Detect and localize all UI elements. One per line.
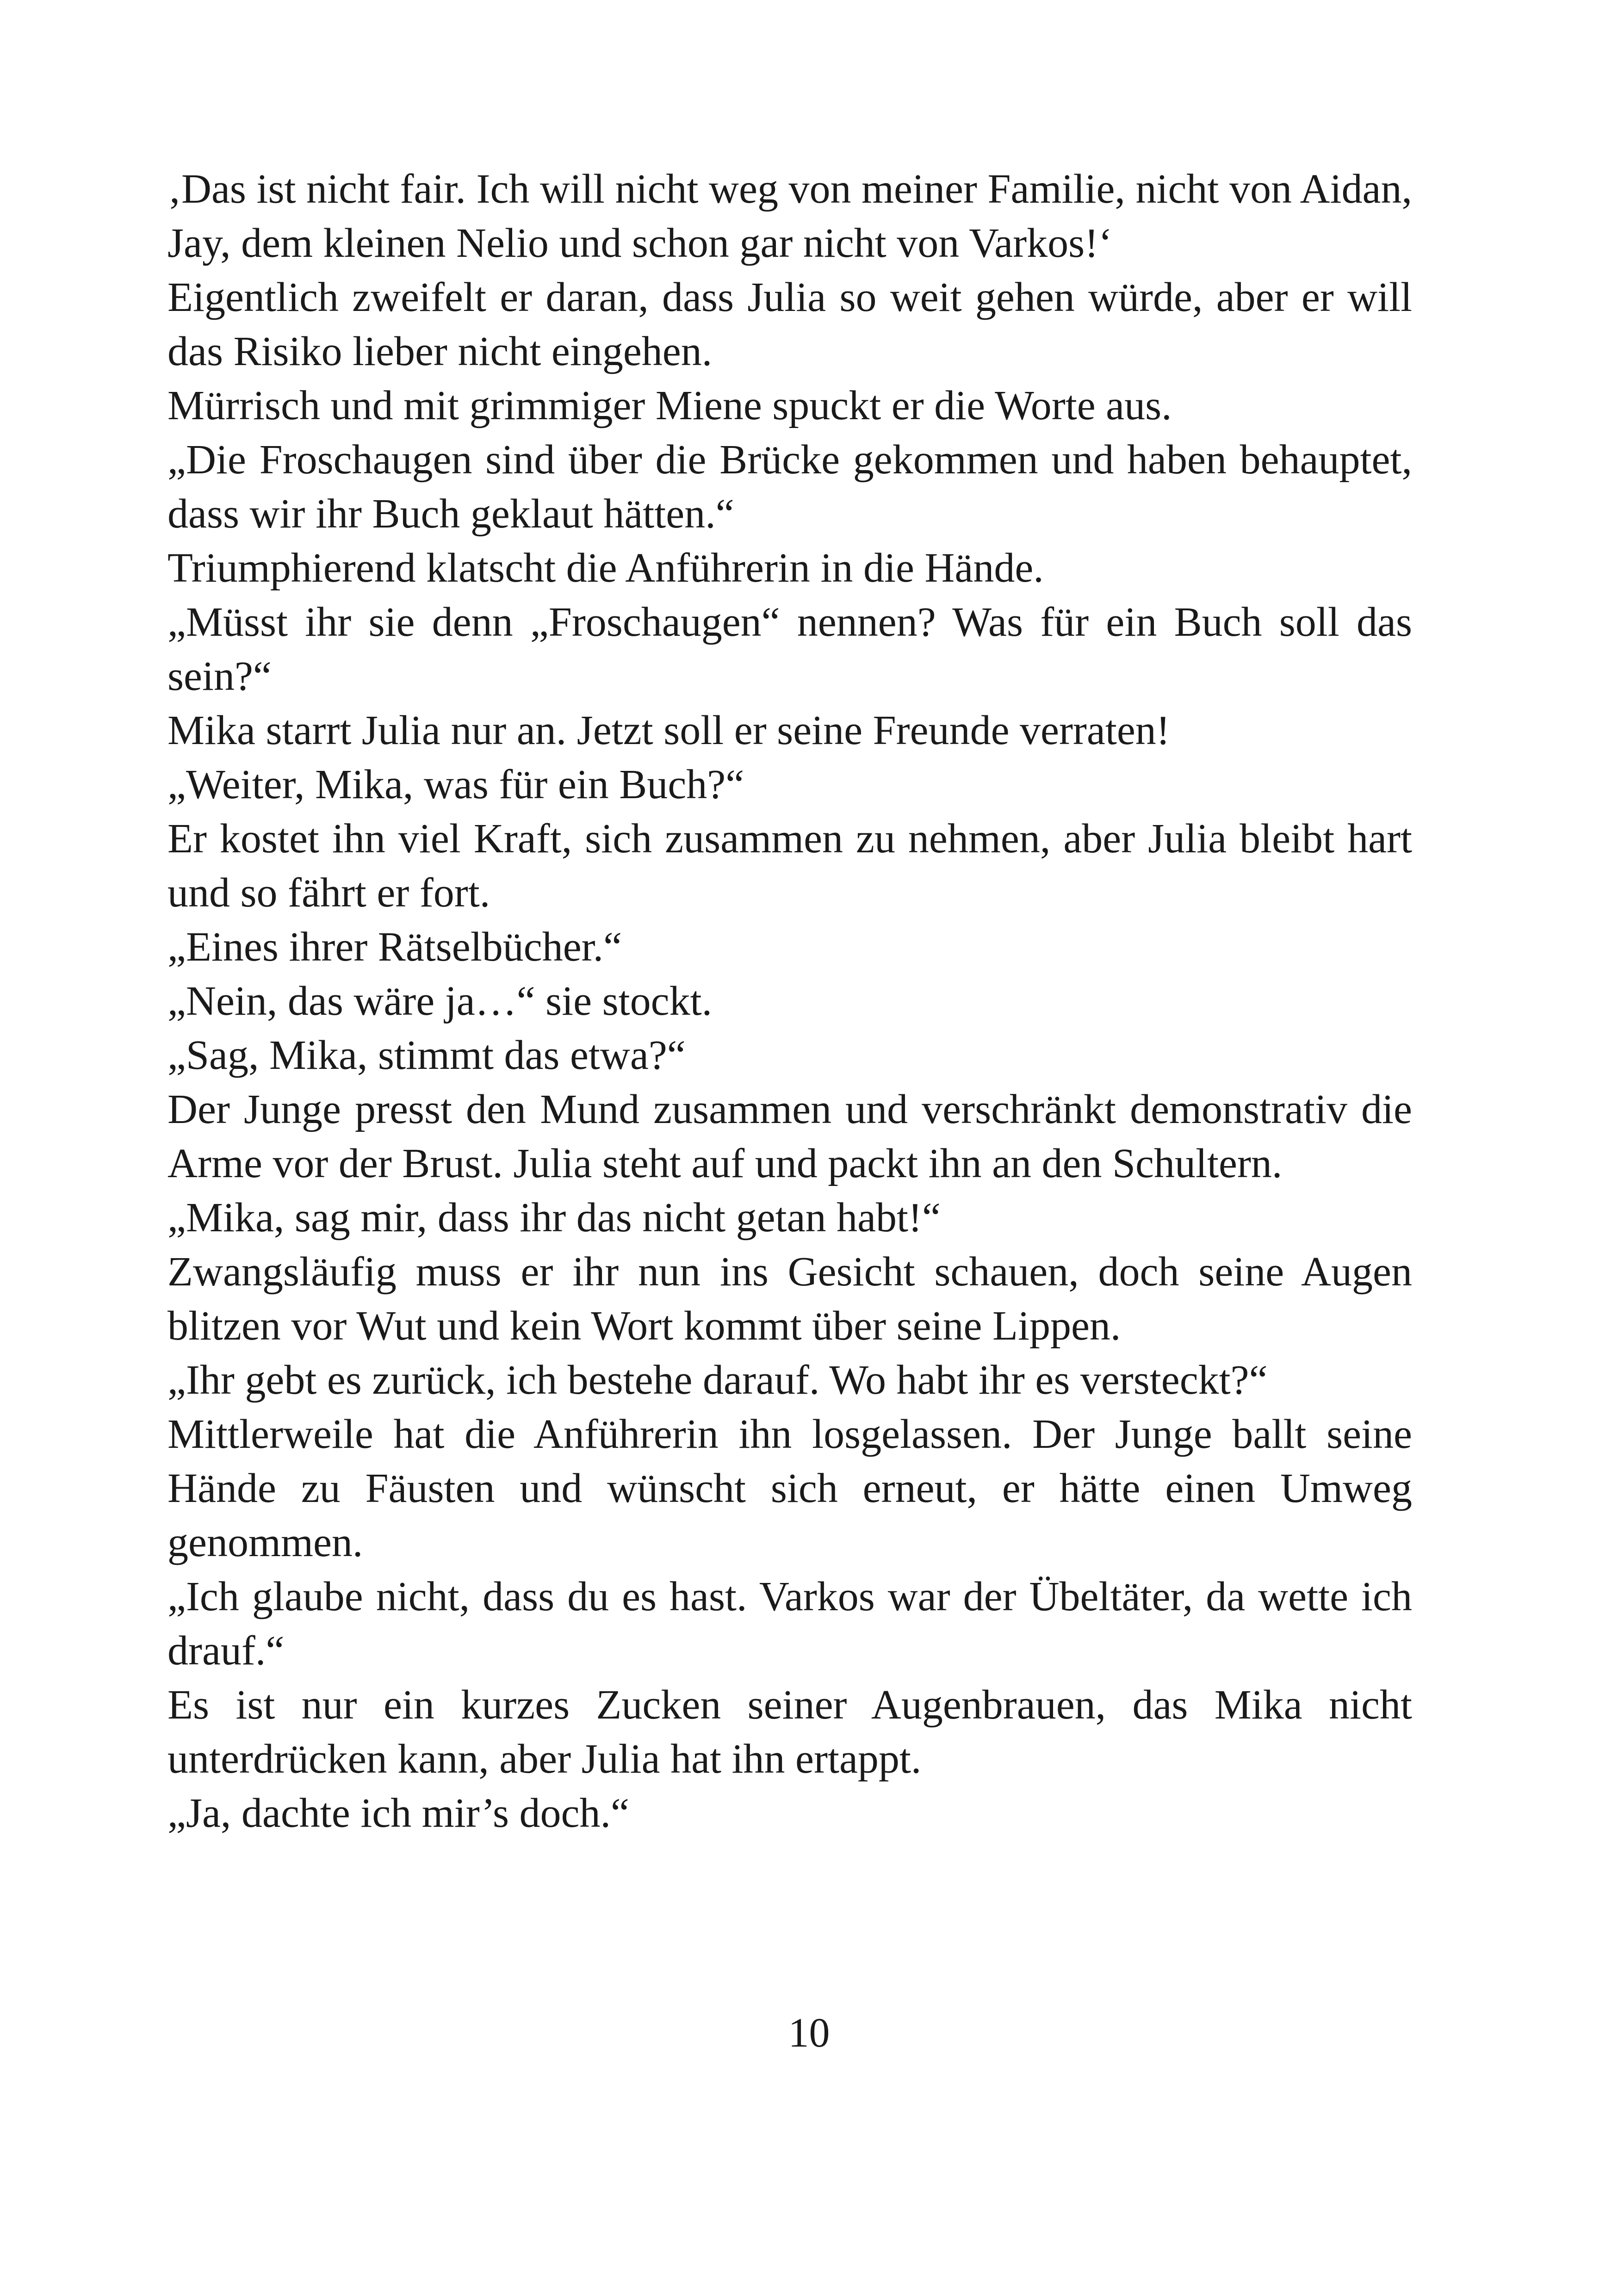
paragraph: Mürrisch und mit grimmiger Miene spuckt er die Worte aus. bbox=[167, 383, 1172, 428]
paragraph: Der Junge presst den Mund zusammen und verschränkt demonstrativ die Arme vor der Brust. Julia steht auf und packt ihn an den Schultern. bbox=[167, 1086, 1412, 1186]
page-number: 10 bbox=[788, 2010, 830, 2056]
paragraph: ‚Das ist nicht fair. Ich will nicht weg von meiner Familie, nicht von Aidan, Jay, dem kleinen Nelio und schon gar nicht von Varkos!‘ bbox=[167, 166, 1412, 266]
paragraph: Mittlerweile hat die Anführerin ihn losgelassen. Der Junge ballt seine Hände zu Fäusten und wünscht sich erneut, er hätte einen Umweg genommen. bbox=[167, 1411, 1412, 1565]
paragraph: Triumphierend klatscht die Anführerin in die Hände. bbox=[167, 545, 1044, 591]
paragraph: Er kostet ihn viel Kraft, sich zusammen zu nehmen, aber Julia bleibt hart und so fährt er fort. bbox=[167, 816, 1412, 916]
paragraph: „Die Froschaugen sind über die Brücke gekommen und haben behauptet, dass wir ihr Buch geklaut hätten.“ bbox=[167, 437, 1412, 537]
paragraph: „Nein, das wäre ja…“ sie stockt. bbox=[167, 978, 713, 1024]
paragraph: Mika starrt Julia nur an. Jetzt soll er seine Freunde verraten! bbox=[167, 707, 1170, 753]
paragraph: „Eines ihrer Rätselbücher.“ bbox=[167, 924, 622, 970]
paragraph: Es ist nur ein kurzes Zucken seiner Augenbrauen, das Mika nicht unterdrücken kann, aber Julia hat ihn ertappt. bbox=[167, 1682, 1412, 1782]
body-text bbox=[167, 162, 1412, 1840]
paragraph: „Mika, sag mir, dass ihr das nicht getan habt!“ bbox=[167, 1195, 941, 1241]
paragraph: Eigentlich zweifelt er daran, dass Julia so weit gehen würde, aber er will das Risiko lieber nicht eingehen. bbox=[167, 274, 1412, 374]
paragraph: „Müsst ihr sie denn „Froschaugen“ nennen? Was für ein Buch soll das sein?“ bbox=[167, 599, 1412, 699]
paragraph: „Weiter, Mika, was für ein Buch?“ bbox=[167, 762, 744, 807]
paragraph: Zwangsläufig muss er ihr nun ins Gesicht schauen, doch seine Augen blitzen vor Wut und kein Wort kommt über seine Lippen. bbox=[167, 1249, 1412, 1349]
paragraph: „Ja, dachte ich mir’s doch.“ bbox=[167, 1790, 629, 1836]
paragraph: „Sag, Mika, stimmt das etwa?“ bbox=[167, 1032, 686, 1078]
paragraph: „Ihr gebt es zurück, ich bestehe darauf. Wo habt ihr es versteckt?“ bbox=[167, 1357, 1268, 1403]
paragraph: „Ich glaube nicht, dass du es hast. Varkos war der Übeltäter, da wette ich drauf.“ bbox=[167, 1574, 1412, 1674]
